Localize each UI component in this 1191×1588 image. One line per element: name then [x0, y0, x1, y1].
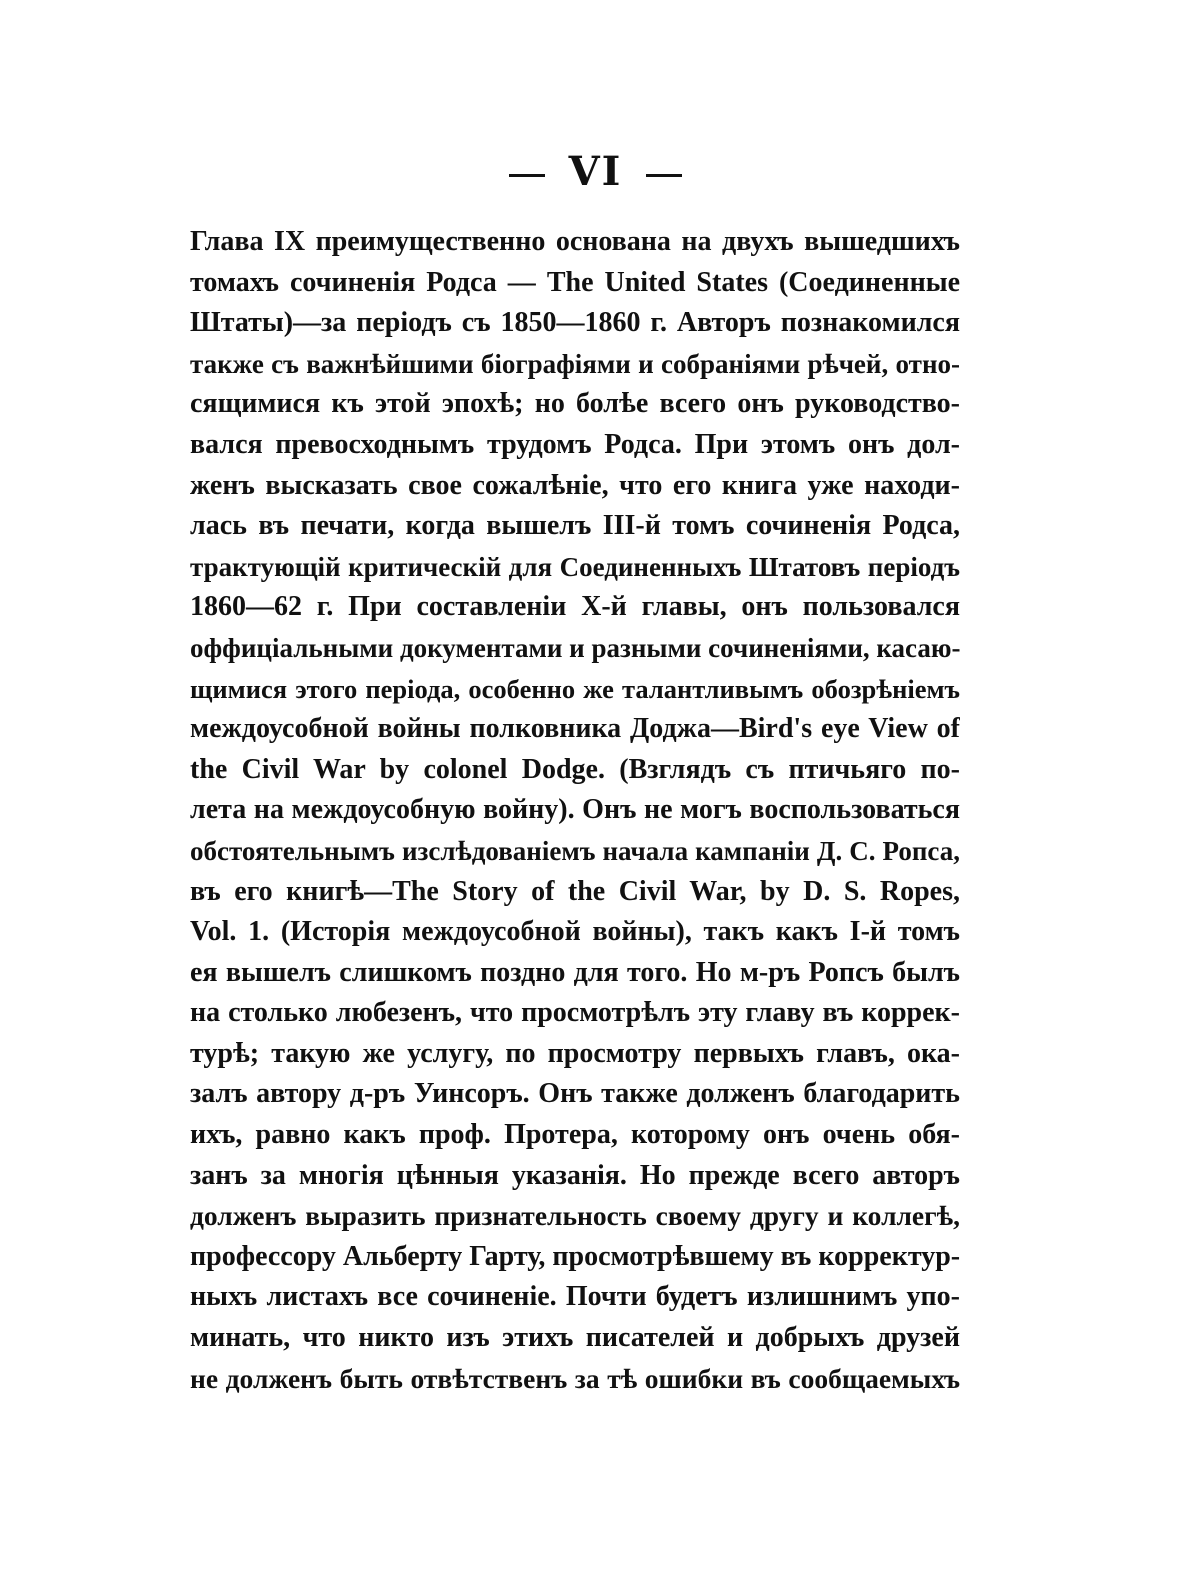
text-line: ныхъ листахъ все сочиненіе. Почти будетъ излишнимъ упо- [190, 1281, 960, 1313]
text-line: оффиціальными документами и разными сочиненіями, касаю- [190, 632, 960, 663]
text-line: залъ автору д-ръ Уинсоръ. Онъ также долженъ благодарить [190, 1078, 960, 1110]
text-line: Глава IX преимущественно основана на двухъ вышедшихъ [190, 226, 960, 257]
page-header [0, 150, 1191, 194]
text-line: междоусобной войны полковника Доджа—Bird's eye View of [190, 713, 960, 745]
text-line: ихъ, равно какъ проф. Протера, которому онъ очень обя- [190, 1119, 960, 1151]
text-line: томахъ сочиненія Родса — The United States (Соединенные [190, 266, 960, 298]
text-line: женъ высказать свое сожалѣніе, что его книга уже находи- [190, 469, 960, 501]
text-line: Штаты)—за періодъ съ 1850—1860 г. Авторъ познакомился [190, 307, 960, 339]
text-line: щимися этого періода, особенно же талантливымъ обозрѣніемъ [190, 673, 960, 704]
text-line: не долженъ быть отвѣтственъ за тѣ ошибки въ сообщаемыхъ [190, 1362, 960, 1394]
text-line: вался превосходнымъ трудомъ Родса. При этомъ онъ дол- [190, 428, 960, 460]
text-line: въ его книгѣ—The Story of the Civil War, by D. S. Ropes, [190, 875, 960, 907]
text-line: лась въ печати, когда вышелъ III-й томъ сочиненія Родса, [190, 510, 960, 542]
text-line: минать, что никто изъ этихъ писателей и добрыхъ друзей [190, 1322, 960, 1354]
text-line: долженъ выразить признательность своему другу и коллегѣ, [190, 1200, 960, 1232]
text-line: Vol. 1. (Исторія междоусобной войны), такъ какъ I-й томъ [190, 916, 960, 948]
text-line: сящимися къ этой эпохѣ; но болѣе всего онъ руководство- [190, 388, 960, 420]
text-line: занъ за многія цѣнныя указанія. Но прежде всего авторъ [190, 1159, 960, 1191]
text-line: обстоятельнымъ изслѣдованіемъ начала кампаніи Д. С. Ропса, [190, 835, 960, 866]
text-line: трактующій критическій для Соединенныхъ Штатовъ періодъ [190, 551, 960, 582]
text-line: также съ важнѣйшими біографіями и собраніями рѣчей, отно- [190, 348, 960, 379]
page-number: VI [568, 148, 623, 195]
text-line: лета на междоусобную войну). Онъ не могъ воспользоваться [190, 794, 960, 826]
text-line: на столько любезенъ, что просмотрѣлъ эту главу въ коррек- [190, 997, 960, 1029]
body-paragraph [190, 222, 960, 1399]
header-dash-right [646, 174, 682, 177]
text-line: профессору Альберту Гарту, просмотрѣвшему въ корректур- [190, 1240, 960, 1272]
text-line: the Civil War by colonel Dodge. (Взглядъ съ птичьяго по- [190, 753, 960, 785]
text-line: турѣ; такую же услугу, по просмотру первыхъ главъ, ока- [190, 1037, 960, 1069]
header-dash-left [509, 174, 545, 177]
text-line: ея вышелъ слишкомъ поздно для того. Но м-ръ Ропсъ былъ [190, 956, 960, 988]
text-line: 1860—62 г. При составленіи X-й главы, онъ пользовался [190, 591, 960, 623]
